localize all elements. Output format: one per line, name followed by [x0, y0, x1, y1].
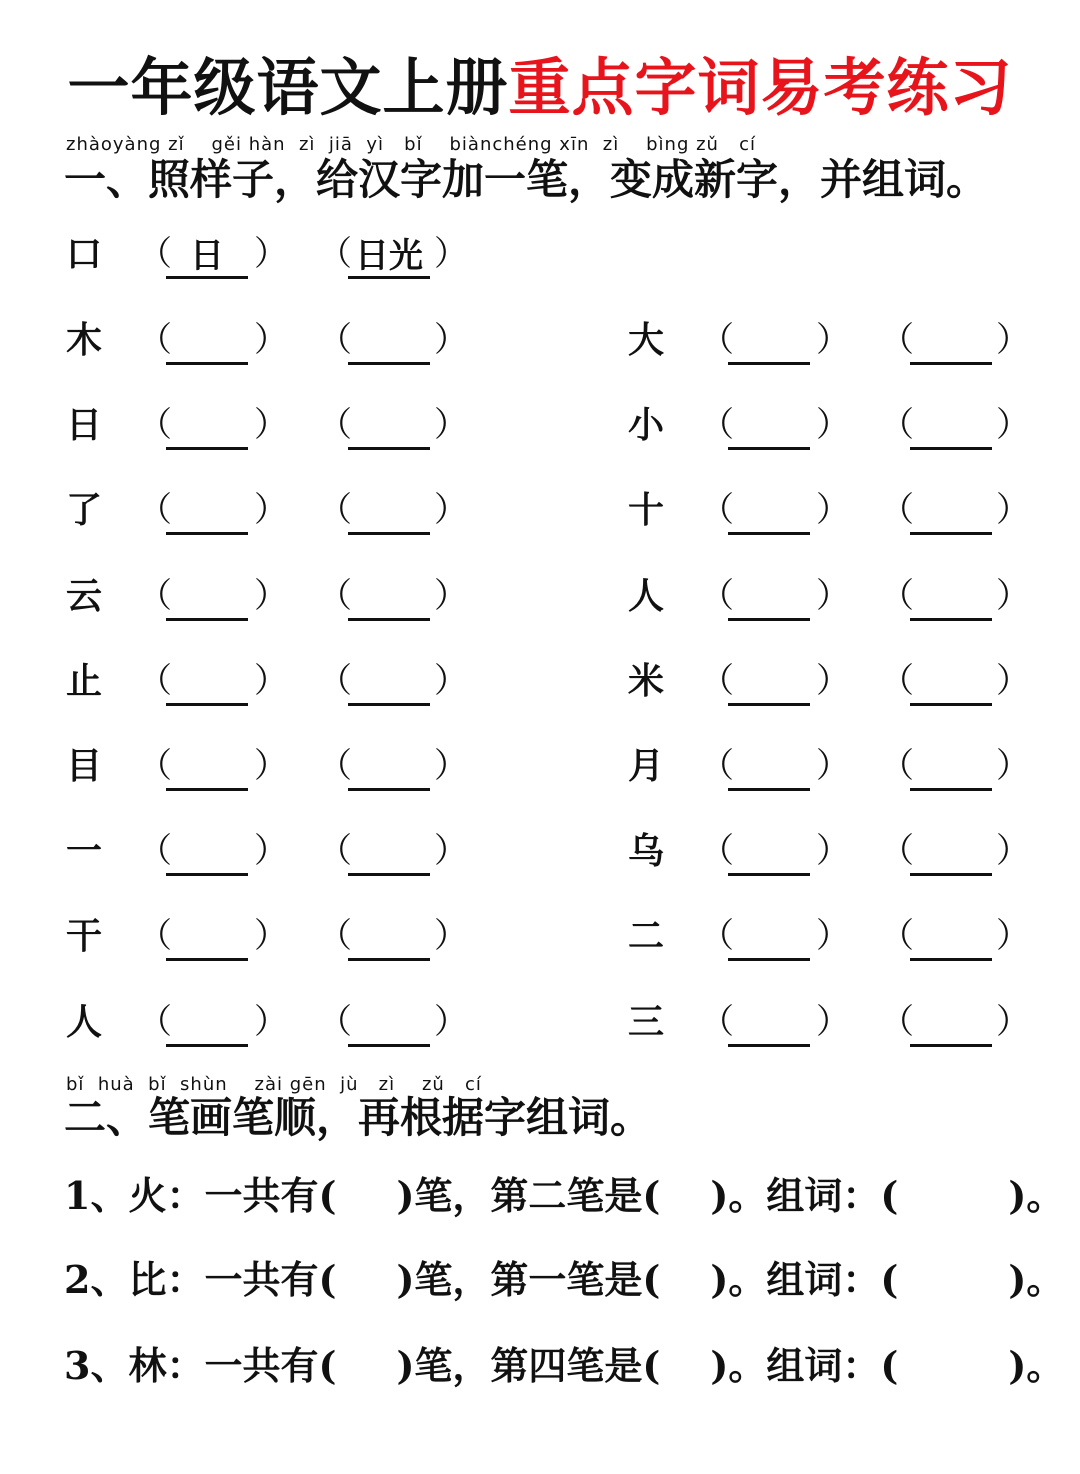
right-row-7-blank-1[interactable] — [728, 833, 810, 876]
left-row-1-blank-2[interactable] — [348, 322, 430, 365]
right-row-3-paren-close-2: ） — [996, 490, 1030, 530]
right-row-8-paren-open: （ — [700, 916, 734, 956]
right-row-8-blank-2[interactable] — [910, 918, 992, 961]
word-prompt: )。组词：( — [710, 1257, 899, 1302]
section1-heading: 一、照样子，给汉字加一笔，变成新字，并组词。 — [64, 155, 989, 204]
title-red: 重点字词易考练习 — [508, 51, 1013, 124]
left-row-6-blank-2[interactable] — [348, 748, 430, 791]
right-row-7-paren-open-2: （ — [880, 831, 914, 871]
left-row-3-char: 了 — [66, 489, 103, 531]
right-row-5-blank-1[interactable] — [728, 663, 810, 706]
right-row-7-paren-open: （ — [700, 831, 734, 871]
right-row-9-blank-2[interactable] — [910, 1004, 992, 1047]
left-row-1-paren-close-2: ） — [434, 320, 468, 360]
left-row-9-blank-1[interactable] — [166, 1004, 248, 1047]
question-3 — [64, 1342, 1064, 1390]
right-row-2-paren-open-2: （ — [880, 405, 914, 445]
right-row-9-blank-1[interactable] — [728, 1004, 810, 1047]
left-row-2-char: 日 — [66, 404, 103, 446]
right-row-5-char: 米 — [628, 660, 665, 702]
right-row-4-paren-open-2: （ — [880, 576, 914, 616]
example-row-blank-2[interactable]: 日光 — [348, 236, 430, 279]
right-row-4-blank-1[interactable] — [728, 578, 810, 621]
left-row-1-blank-1[interactable] — [166, 322, 248, 365]
stroke-count-prompt: 一共有( — [204, 1257, 337, 1302]
left-row-6-paren-open-2: （ — [318, 746, 352, 786]
right-row-7-paren-close: ） — [816, 831, 850, 871]
left-row-5-char: 止 — [66, 660, 103, 702]
stroke-order-prompt: )笔，第一笔是( — [396, 1257, 661, 1302]
right-row-4-paren-open: （ — [700, 576, 734, 616]
right-row-1-paren-open: （ — [700, 320, 734, 360]
right-row-4-blank-2[interactable] — [910, 578, 992, 621]
right-row-4-paren-close-2: ） — [996, 576, 1030, 616]
left-row-5-blank-1[interactable] — [166, 663, 248, 706]
word-close: )。 — [1008, 1173, 1065, 1218]
left-row-8-paren-open: （ — [138, 916, 172, 956]
left-row-3-blank-1[interactable] — [166, 492, 248, 535]
stroke-order-prompt: )笔，第四笔是( — [396, 1343, 661, 1388]
left-row-3-blank-2[interactable] — [348, 492, 430, 535]
left-row-7-paren-open-2: （ — [318, 831, 352, 871]
left-row-9-paren-close-2: ） — [434, 1002, 468, 1042]
question-number: 3、林： — [64, 1343, 205, 1388]
left-row-1-char: 木 — [66, 319, 103, 361]
right-row-6-blank-2[interactable] — [910, 748, 992, 791]
left-row-5-paren-close: ） — [254, 661, 288, 701]
left-row-9-paren-close: ） — [254, 1002, 288, 1042]
section2-heading: 二、笔画笔顺，再根据字组词。 — [64, 1093, 653, 1142]
left-row-6-paren-close-2: ） — [434, 746, 468, 786]
worksheet-title — [0, 48, 1080, 128]
word-close: )。 — [1008, 1343, 1065, 1388]
left-row-1-paren-close: ） — [254, 320, 288, 360]
section1-pinyin: zhàoyàng zǐ gěi hàn zì jiā yì bǐ biànchéng xīn zì bìng zǔ cí — [66, 134, 757, 155]
left-row-5-paren-open-2: （ — [318, 661, 352, 701]
left-row-5-paren-open: （ — [138, 661, 172, 701]
left-row-6-paren-close: ） — [254, 746, 288, 786]
right-row-4-paren-close: ） — [816, 576, 850, 616]
left-row-6-paren-open: （ — [138, 746, 172, 786]
left-row-8-paren-close-2: ） — [434, 916, 468, 956]
right-row-5-paren-close: ） — [816, 661, 850, 701]
question-number: 1、火： — [64, 1173, 205, 1218]
right-row-1-blank-1[interactable] — [728, 322, 810, 365]
example-row-char: 口 — [66, 233, 103, 275]
left-row-4-blank-2[interactable] — [348, 578, 430, 621]
left-row-4-paren-close: ） — [254, 576, 288, 616]
left-row-7-char: 一 — [66, 830, 103, 872]
left-row-9-char: 人 — [66, 1001, 103, 1043]
right-row-9-char: 三 — [628, 1001, 665, 1043]
right-row-4-char: 人 — [628, 575, 665, 617]
example-row-paren-close-2: ） — [434, 234, 468, 274]
left-row-9-paren-open: （ — [138, 1002, 172, 1042]
word-prompt: )。组词：( — [710, 1173, 899, 1218]
left-row-4-paren-open: （ — [138, 576, 172, 616]
left-row-1-paren-open-2: （ — [318, 320, 352, 360]
left-row-8-paren-open-2: （ — [318, 916, 352, 956]
right-row-3-char: 十 — [628, 489, 665, 531]
question-1 — [64, 1172, 1064, 1220]
left-row-3-paren-open: （ — [138, 490, 172, 530]
right-row-1-paren-close-2: ） — [996, 320, 1030, 360]
left-row-8-blank-1[interactable] — [166, 918, 248, 961]
left-row-8-char: 干 — [66, 915, 103, 957]
right-row-2-blank-1[interactable] — [728, 407, 810, 450]
right-row-2-paren-open: （ — [700, 405, 734, 445]
example-row-paren-open-2: （ — [318, 234, 352, 274]
right-row-3-blank-1[interactable] — [728, 492, 810, 535]
left-row-4-char: 云 — [66, 575, 103, 617]
example-row-paren-close: ） — [254, 234, 288, 274]
right-row-2-blank-2[interactable] — [910, 407, 992, 450]
left-row-1-paren-open: （ — [138, 320, 172, 360]
right-row-8-char: 二 — [628, 915, 665, 957]
left-row-2-paren-open: （ — [138, 405, 172, 445]
left-row-9-blank-2[interactable] — [348, 1004, 430, 1047]
right-row-5-paren-open: （ — [700, 661, 734, 701]
example-row-blank-1[interactable]: 日 — [166, 236, 248, 279]
left-row-2-blank-1[interactable] — [166, 407, 248, 450]
left-row-2-paren-close: ） — [254, 405, 288, 445]
right-row-8-paren-open-2: （ — [880, 916, 914, 956]
left-row-4-paren-close-2: ） — [434, 576, 468, 616]
word-close: )。 — [1008, 1257, 1065, 1302]
right-row-7-char: 乌 — [628, 830, 665, 872]
left-row-3-paren-open-2: （ — [318, 490, 352, 530]
right-row-3-paren-close: ） — [816, 490, 850, 530]
right-row-3-paren-open-2: （ — [880, 490, 914, 530]
right-row-8-paren-close: ） — [816, 916, 850, 956]
right-row-6-paren-open-2: （ — [880, 746, 914, 786]
left-row-2-blank-2[interactable] — [348, 407, 430, 450]
right-row-9-paren-open-2: （ — [880, 1002, 914, 1042]
right-row-5-blank-2[interactable] — [910, 663, 992, 706]
left-row-4-blank-1[interactable] — [166, 578, 248, 621]
question-2 — [64, 1256, 1064, 1304]
left-row-6-blank-1[interactable] — [166, 748, 248, 791]
right-row-1-blank-2[interactable] — [910, 322, 992, 365]
right-row-6-char: 月 — [628, 745, 665, 787]
left-row-3-paren-close-2: ） — [434, 490, 468, 530]
left-row-7-blank-1[interactable] — [166, 833, 248, 876]
left-row-9-paren-open-2: （ — [318, 1002, 352, 1042]
left-row-3-paren-close: ） — [254, 490, 288, 530]
right-row-6-paren-open: （ — [700, 746, 734, 786]
right-row-3-paren-open: （ — [700, 490, 734, 530]
right-row-7-paren-close-2: ） — [996, 831, 1030, 871]
left-row-5-blank-2[interactable] — [348, 663, 430, 706]
stroke-count-prompt: 一共有( — [204, 1343, 337, 1388]
right-row-3-blank-2[interactable] — [910, 492, 992, 535]
right-row-2-char: 小 — [628, 404, 665, 446]
left-row-4-paren-open-2: （ — [318, 576, 352, 616]
right-row-8-blank-1[interactable] — [728, 918, 810, 961]
stroke-order-prompt: )笔，第二笔是( — [396, 1173, 661, 1218]
left-row-7-paren-close-2: ） — [434, 831, 468, 871]
question-number: 2、比： — [64, 1257, 205, 1302]
left-row-7-paren-close: ） — [254, 831, 288, 871]
stroke-count-prompt: 一共有( — [204, 1173, 337, 1218]
right-row-2-paren-close-2: ） — [996, 405, 1030, 445]
left-row-2-paren-close-2: ） — [434, 405, 468, 445]
right-row-6-paren-close: ） — [816, 746, 850, 786]
right-row-5-paren-close-2: ） — [996, 661, 1030, 701]
left-row-6-char: 目 — [66, 745, 103, 787]
word-prompt: )。组词：( — [710, 1343, 899, 1388]
left-row-8-paren-close: ） — [254, 916, 288, 956]
right-row-9-paren-close-2: ） — [996, 1002, 1030, 1042]
left-row-8-blank-2[interactable] — [348, 918, 430, 961]
right-row-8-paren-close-2: ） — [996, 916, 1030, 956]
left-row-2-paren-open-2: （ — [318, 405, 352, 445]
right-row-9-paren-close: ） — [816, 1002, 850, 1042]
left-row-7-paren-open: （ — [138, 831, 172, 871]
left-row-5-paren-close-2: ） — [434, 661, 468, 701]
left-row-7-blank-2[interactable] — [348, 833, 430, 876]
example-row-paren-open: （ — [138, 234, 172, 274]
right-row-5-paren-open-2: （ — [880, 661, 914, 701]
right-row-2-paren-close: ） — [816, 405, 850, 445]
right-row-6-blank-1[interactable] — [728, 748, 810, 791]
right-row-6-paren-close-2: ） — [996, 746, 1030, 786]
section2-pinyin: bǐ huà bǐ shùn zài gēn jù zì zǔ cí — [66, 1074, 482, 1095]
right-row-7-blank-2[interactable] — [910, 833, 992, 876]
right-row-9-paren-open: （ — [700, 1002, 734, 1042]
right-row-1-char: 大 — [628, 319, 665, 361]
title-black: 一年级语文上册 — [67, 51, 509, 124]
right-row-1-paren-open-2: （ — [880, 320, 914, 360]
right-row-1-paren-close: ） — [816, 320, 850, 360]
